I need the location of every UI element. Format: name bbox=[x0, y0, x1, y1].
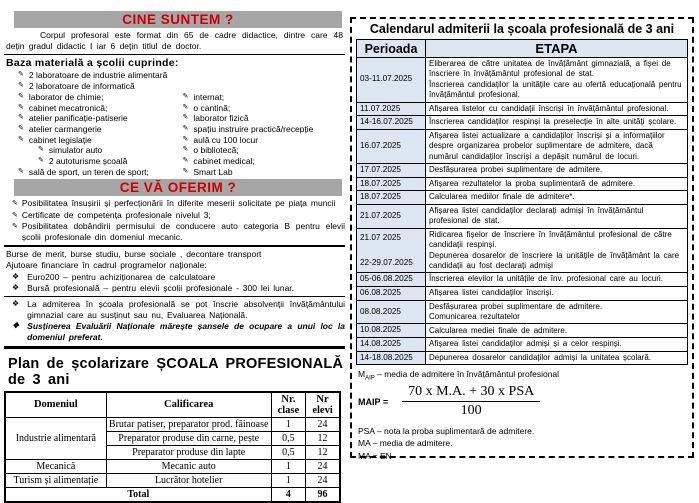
baza-item-label: 2 autoturisme școală bbox=[48, 156, 128, 167]
divider bbox=[4, 245, 345, 247]
period-cell bbox=[357, 324, 426, 338]
period-date: 17.07.2025 bbox=[360, 165, 401, 175]
formula-numerator: 70 x M.A. + 30 x PSA bbox=[402, 384, 540, 402]
baza-two-col-list bbox=[4, 92, 345, 178]
pen-bullet-icon: ✎ bbox=[18, 114, 24, 122]
plan-row bbox=[5, 473, 340, 487]
plan-clase-cell: 1 bbox=[271, 473, 305, 487]
etapa-cell bbox=[426, 58, 688, 103]
period-cell bbox=[357, 177, 426, 191]
baza-item bbox=[183, 92, 346, 103]
calendar-row bbox=[357, 177, 688, 191]
baza-item bbox=[183, 156, 346, 167]
baza-item bbox=[183, 167, 346, 178]
plan-elevi-cell: 24 bbox=[306, 459, 340, 473]
pen-bullet-icon: ✎ bbox=[182, 103, 189, 111]
plan-scolarizare-title: Plan de școlarizare ȘCOALA PROFESIONALĂ de 3 ani bbox=[8, 355, 344, 388]
etapa-text: Afișarea rezultatelor la proba suplimentară de admitere. bbox=[429, 178, 635, 188]
oferim-item bbox=[12, 198, 345, 209]
etapa-text: Afișarea listei candidaților înscriși. bbox=[429, 288, 554, 298]
baza-item bbox=[18, 135, 175, 146]
abbreviation-notes bbox=[356, 425, 688, 462]
etapa-cell bbox=[426, 116, 688, 130]
plan-clase-cell: 0,5 bbox=[271, 431, 305, 445]
baza-item bbox=[183, 113, 346, 124]
plan-total-label: Total bbox=[5, 487, 271, 502]
calendar-row bbox=[357, 228, 688, 273]
diamond-bullet-icon: ❖ bbox=[12, 320, 20, 330]
plan-total-row bbox=[5, 487, 340, 502]
baza-item-label: simulator auto bbox=[48, 145, 103, 156]
period-date: 18.07.2025 bbox=[360, 192, 401, 202]
baza-item bbox=[18, 124, 175, 135]
plan-row bbox=[5, 417, 340, 431]
etapa-text: Înscrierea candidaților la unitățile care au ofertă educațională pentru învățământul profesional. bbox=[429, 79, 682, 100]
baza-item-label: internat; bbox=[193, 91, 225, 102]
pen-bullet-icon: ✎ bbox=[182, 167, 189, 175]
baza-item-label: aulă cu 100 locur bbox=[193, 134, 259, 145]
baza-item bbox=[183, 145, 346, 156]
plan-calificare-cell: Preparator produse din lapte bbox=[106, 445, 271, 459]
baza-item-label: o cantină; bbox=[193, 102, 231, 113]
baza-item bbox=[18, 70, 345, 81]
diamond-bullet-icon: ❖ bbox=[12, 298, 20, 308]
plan-elevi-cell: 12 bbox=[306, 445, 340, 459]
maip-subscript: AIP bbox=[365, 376, 375, 383]
note-line: MA = EN bbox=[358, 450, 392, 461]
plan-clase-cell: 1 bbox=[271, 459, 305, 473]
etapa-cell bbox=[426, 129, 688, 163]
baza-item bbox=[18, 103, 175, 114]
period-cell bbox=[357, 273, 426, 287]
ajutor-item bbox=[10, 272, 345, 283]
pen-bullet-icon: ✎ bbox=[18, 135, 24, 143]
period-gap bbox=[360, 244, 422, 258]
admitere-note-text: La admiterea în școala profesională se pot înscrie absolvenții învățământului gimnazial care au susținut sau nu, Evaluarea Națională. bbox=[27, 298, 345, 320]
intro-paragraph: Corpul profesoral este format din 65 de cadre didactice, dintre care 48 dețin gradul didactic I iar 6 dețin titlul de doctor. bbox=[6, 30, 343, 52]
etapa-text: Calcularea mediei finale de admitere. bbox=[429, 325, 568, 335]
period-date: 14-16.07.2025 bbox=[360, 117, 413, 127]
ajutor-item-label: Euro200 – pentru achiziționarea de calculatoare bbox=[27, 271, 216, 282]
oferim-item-label: Posibilitatea însușirii și perfecționării în diferite meserii solicitate pe piața muncii bbox=[21, 198, 336, 209]
pen-bullet-icon: ✎ bbox=[182, 146, 189, 154]
plan-clase-cell: 0,5 bbox=[271, 445, 305, 459]
etapa-text: Afișarea listei actualizare a candidaților înscriși și a informațiilor despre organizarea probelor suplimentare de admitere, dacă numărul candidaților înscriși a depășit numărul de locuri. bbox=[429, 130, 665, 161]
calendar-row bbox=[357, 351, 688, 365]
plan-header-calificarea: Calificarea bbox=[106, 392, 271, 418]
calendar-table bbox=[356, 39, 688, 365]
oferim-list bbox=[4, 198, 345, 242]
baza-col1 bbox=[4, 92, 175, 178]
etapa-cell bbox=[426, 191, 688, 205]
calendar-row bbox=[357, 287, 688, 301]
plan-elevi-cell: 12 bbox=[306, 431, 340, 445]
etapa-text: Calcularea mediilor finale de admitere*. bbox=[429, 192, 575, 202]
etapa-cell bbox=[426, 102, 688, 116]
baza-item bbox=[18, 92, 175, 103]
calendar-row bbox=[357, 191, 688, 205]
etapa-text: Ridicarea fișelor de înscriere în învățământul profesional de către candidații respinși. bbox=[429, 229, 672, 250]
period-cell bbox=[357, 228, 426, 273]
formula-fraction bbox=[402, 384, 540, 419]
formula-label: MAIP = bbox=[358, 396, 389, 407]
etapa-cell bbox=[426, 273, 688, 287]
sustinere-note-text: Susținerea Evaluării Naționale mărește șansele de ocupare a unui loc la domeniul preferat. bbox=[27, 320, 345, 342]
etapa-text: Desfășurarea probei suplimentare de admitere. bbox=[429, 165, 603, 175]
etapa-text: Eliberarea de către unitatea de învățământ gimnazială, a fișei de înscriere în învățământul profesional de stat. bbox=[429, 59, 671, 79]
period-date: 08.08.2025 bbox=[360, 306, 401, 316]
baza-item-label: Smart Lab bbox=[193, 166, 233, 177]
ajutor-item bbox=[10, 283, 345, 294]
pen-bullet-icon: ✎ bbox=[18, 103, 24, 111]
etapa-cell bbox=[426, 300, 688, 324]
plan-header-row bbox=[5, 392, 340, 418]
period-date: 21.07 2025 bbox=[360, 232, 401, 242]
note-line: MA – media de admitere. bbox=[358, 438, 453, 449]
formula-denominator: 100 bbox=[460, 403, 482, 419]
period-date: 16.07.2025 bbox=[360, 141, 401, 151]
plan-calificare-cell: Mecanic auto bbox=[106, 459, 271, 473]
plan-elevi-cell: 24 bbox=[306, 473, 340, 487]
oferim-item bbox=[12, 210, 345, 221]
baza-item bbox=[18, 113, 175, 124]
baza-item-label: cabinet legislație bbox=[28, 134, 92, 145]
calendar-row bbox=[357, 129, 688, 163]
period-date: 10.08.2025 bbox=[360, 325, 401, 335]
pen-bullet-icon: ✎ bbox=[182, 114, 189, 122]
baza-item-label: o bibliotecă; bbox=[193, 145, 239, 156]
baza-item-label: sală de sport, un teren de sport; bbox=[28, 166, 149, 177]
pen-bullet-icon: ✎ bbox=[12, 200, 18, 208]
diamond-bullet-icon: ❖ bbox=[12, 271, 20, 281]
maip-symbol: M bbox=[358, 369, 366, 380]
calendar-row bbox=[357, 273, 688, 287]
period-cell bbox=[357, 58, 426, 103]
pen-bullet-icon: ✎ bbox=[12, 222, 18, 230]
plan-calificare-cell: Brutar patiser, preparator prod. făinoase bbox=[106, 417, 271, 431]
period-cell bbox=[357, 191, 426, 205]
period-cell bbox=[357, 116, 426, 130]
baza-item-label: laborator de chimie; bbox=[28, 91, 104, 102]
etapa-cell bbox=[426, 177, 688, 191]
baza-item bbox=[38, 145, 175, 156]
etapa-cell bbox=[426, 164, 688, 178]
baza-item-label: cabinet medical; bbox=[193, 156, 255, 167]
plan-domeniu-cell: Turism și alimentație bbox=[5, 473, 106, 487]
baza-item bbox=[18, 81, 345, 92]
period-cell bbox=[357, 164, 426, 178]
calendar-row bbox=[357, 300, 688, 324]
sustinere-note bbox=[10, 321, 345, 343]
diamond-bullet-icon: ❖ bbox=[12, 282, 20, 292]
calendar-row bbox=[357, 324, 688, 338]
pen-bullet-icon: ✎ bbox=[182, 157, 189, 165]
calendar-header-etapa: ETAPA bbox=[426, 40, 688, 58]
pen-bullet-icon: ✎ bbox=[12, 211, 18, 219]
period-cell bbox=[357, 102, 426, 116]
pen-bullet-icon: ✎ bbox=[18, 82, 24, 90]
divider bbox=[4, 54, 345, 55]
baza-item bbox=[183, 124, 346, 135]
period-cell bbox=[357, 300, 426, 324]
calendar-row bbox=[357, 102, 688, 116]
calendar-row bbox=[357, 58, 688, 103]
plan-elevi-cell: 24 bbox=[306, 417, 340, 431]
admitere-note bbox=[10, 299, 345, 321]
etapa-text: Depunerea dosarelor candidaților admiși la unitatea școlară. bbox=[429, 352, 652, 362]
plan-header-nr-clase: Nr. clase bbox=[271, 392, 305, 418]
baza-item-label: 2 laboratoare de industrie alimentară bbox=[28, 70, 168, 81]
baza-item bbox=[183, 103, 346, 114]
period-date: 22-29.07.2025 bbox=[360, 257, 413, 267]
oferim-item-label: Posibilitatea dobândirii permisului de conducere auto categoria B pentru elevii școlii profesionale din domeniul mecanic. bbox=[21, 220, 345, 242]
baza-item-label: spațiu instruire practică/recepție bbox=[193, 123, 314, 134]
plan-domeniu-cell: Industrie alimentară bbox=[5, 417, 106, 459]
etapa-text: Comunicarea rezultatelor bbox=[429, 312, 520, 322]
ajutoare-list bbox=[4, 272, 345, 294]
etapa-text: Afișarea listei candidaților admiși și a celor respinși. bbox=[429, 339, 622, 349]
ajutoare-line: Ajutoare financiare în cadrul programelor naționale: bbox=[6, 260, 207, 271]
calendar-panel bbox=[350, 17, 694, 461]
pen-bullet-icon: ✎ bbox=[182, 135, 189, 143]
ajutor-item-label: Bursă profesională – pentru elevii școlii profesionale - 300 lei lunar. bbox=[27, 282, 295, 293]
plan-calificare-cell: Preparator produse din carne, pește bbox=[106, 431, 271, 445]
etapa-cell bbox=[426, 287, 688, 301]
divider bbox=[4, 296, 345, 297]
etapa-cell bbox=[426, 205, 688, 229]
pen-bullet-icon: ✎ bbox=[18, 167, 24, 175]
etapa-cell bbox=[426, 228, 688, 273]
etapa-text: Înscrierea candidaților respinși la preselecție în alte unități școlare. bbox=[429, 117, 677, 127]
etapa-text: Înscrierea elevilor la unitățile de înv. profesional care au locuri. bbox=[429, 274, 663, 284]
calendar-row bbox=[357, 164, 688, 178]
period-cell bbox=[357, 287, 426, 301]
burse-line: Burse de merit, burse studiu, burse sociale , decontare transport bbox=[6, 248, 262, 259]
baza-item bbox=[18, 167, 175, 178]
baza-col2 bbox=[175, 92, 346, 178]
maip-formula bbox=[358, 384, 688, 419]
etapa-cell bbox=[426, 324, 688, 338]
baza-item-label: atelier panificație-patiserie bbox=[28, 113, 128, 124]
pen-bullet-icon: ✎ bbox=[182, 92, 189, 100]
pen-bullet-icon: ✎ bbox=[18, 71, 24, 79]
etapa-text: Afișarea listei candidaților declarați admiși în învățământul profesional de stat. bbox=[429, 206, 644, 226]
plan-total-elevi: 96 bbox=[306, 487, 340, 502]
pen-bullet-icon: ✎ bbox=[182, 124, 189, 132]
pen-bullet-icon: ✎ bbox=[38, 146, 44, 154]
maip-definition-text: – media de admitere în învățământul profesional bbox=[374, 369, 560, 380]
baza-item-label: laborator fizică bbox=[193, 113, 249, 124]
plan-clase-cell: 1 bbox=[271, 417, 305, 431]
plan-row bbox=[5, 459, 340, 473]
period-date: 05-06.08.2025 bbox=[360, 274, 413, 284]
period-date: 21.07.2025 bbox=[360, 211, 401, 221]
calendar-row bbox=[357, 338, 688, 352]
etapa-text: Desfășurarea probei suplimentare de admitere. bbox=[429, 301, 603, 311]
maip-definition bbox=[358, 369, 688, 382]
pen-bullet-icon: ✎ bbox=[38, 157, 44, 165]
calendar-row bbox=[357, 116, 688, 130]
left-column bbox=[4, 11, 345, 503]
period-cell bbox=[357, 351, 426, 365]
note-line: PSA – nota la proba suplimentară de admitere. bbox=[358, 426, 535, 437]
period-cell bbox=[357, 338, 426, 352]
baza-item-label: atelier carmangerie bbox=[28, 123, 102, 134]
plan-domeniu-cell: Mecanică bbox=[5, 459, 106, 473]
baza-full-list bbox=[4, 70, 345, 91]
baza-materiala-heading: Baza materială a școlii cuprinde: bbox=[6, 57, 179, 70]
period-cell bbox=[357, 129, 426, 163]
baza-item bbox=[38, 156, 175, 167]
plan-header-domeniul: Domeniul bbox=[5, 392, 106, 418]
period-date: 11.07.2025 bbox=[360, 103, 401, 113]
calendar-title: Calendarul admiterii la școala profesională de 3 ani bbox=[369, 22, 675, 36]
divider-thick bbox=[4, 346, 345, 349]
baza-item-label: 2 laboratoare de informatică bbox=[28, 81, 135, 92]
etapa-text: Afișarea listelor cu candidații înscriși în învățământul profesional. bbox=[429, 103, 669, 113]
period-date: 06.08.2025 bbox=[360, 288, 401, 298]
period-cell bbox=[357, 205, 426, 229]
calendar-header-perioada: Perioada bbox=[357, 40, 426, 58]
period-date: 18.07.2025 bbox=[360, 178, 401, 188]
period-date: 14.08.2025 bbox=[360, 339, 401, 349]
oferim-item-label: Certificate de competența profesionale nivelul 3; bbox=[21, 209, 211, 220]
plan-calificare-cell: Lucrător hotelier bbox=[106, 473, 271, 487]
etapa-cell bbox=[426, 351, 688, 365]
pen-bullet-icon: ✎ bbox=[18, 124, 24, 132]
plan-header-nr-elevi: Nr elevi bbox=[306, 392, 340, 418]
section-header-cine-suntem: CINE SUNTEM ? bbox=[14, 11, 342, 28]
calendar-header-row bbox=[357, 40, 688, 58]
period-date: 03-11.07.2025 bbox=[360, 74, 413, 84]
section-header-ce-va-oferim: CE VĂ OFERIM ? bbox=[14, 179, 342, 196]
plan-scolarizare-table bbox=[4, 391, 341, 503]
baza-item-label: cabinet mecatronică; bbox=[28, 102, 108, 113]
oferim-item bbox=[12, 221, 345, 243]
period-date: 14-18.08.2025 bbox=[360, 352, 413, 362]
etapa-cell bbox=[426, 338, 688, 352]
calendar-row bbox=[357, 205, 688, 229]
etapa-text: Depunerea dosarelor de înscriere la unitățile de învățământ la care candidații au fost declarați admiși bbox=[429, 250, 680, 270]
pen-bullet-icon: ✎ bbox=[18, 92, 24, 100]
baza-item bbox=[183, 135, 346, 146]
plan-total-clase: 4 bbox=[271, 487, 305, 502]
